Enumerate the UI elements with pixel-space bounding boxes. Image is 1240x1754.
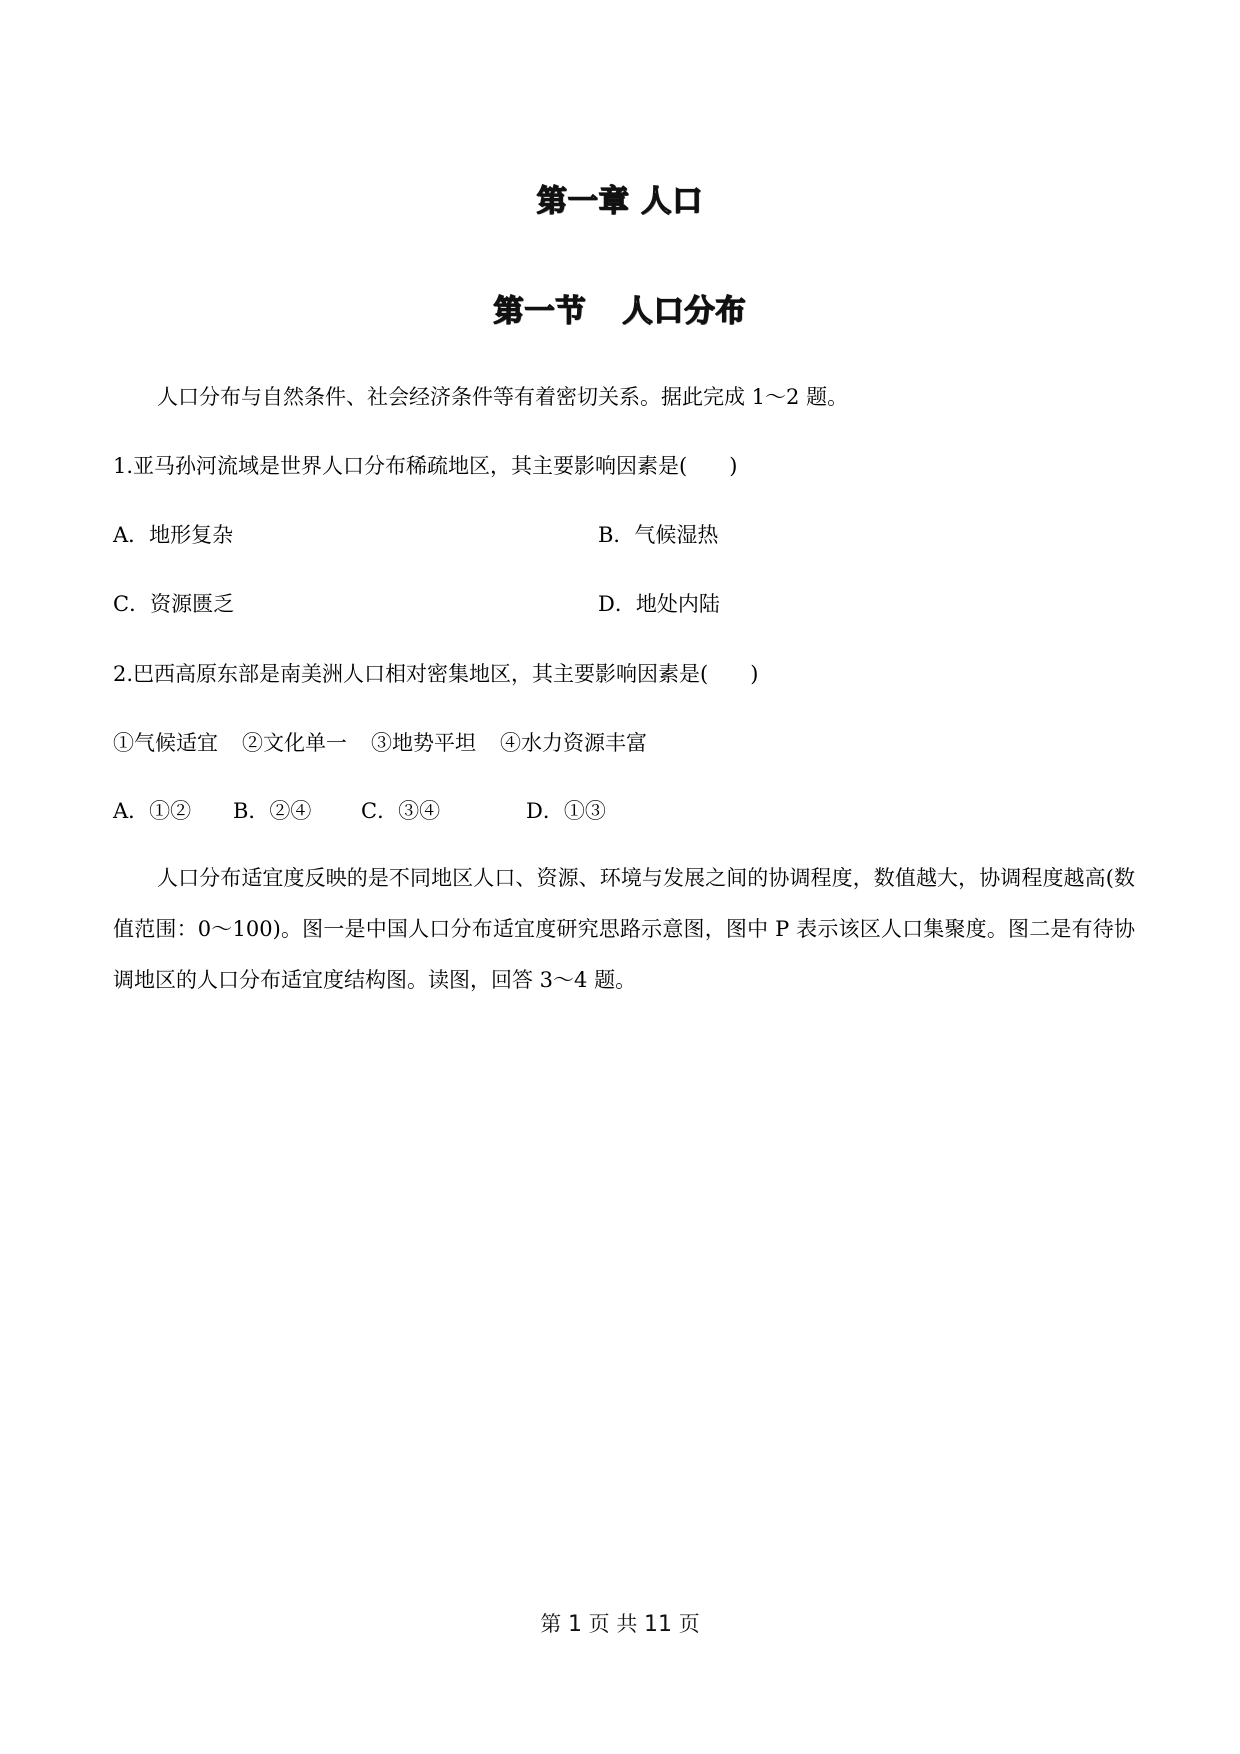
- section-name: 人口分布: [622, 294, 747, 329]
- total-page-count: 11: [644, 1612, 673, 1637]
- question-2-choices: [113, 729, 647, 757]
- intro-text: 人口分布与自然条件、社会经济条件等有着密切关系。据此完成 1～2 题。: [157, 385, 849, 409]
- choice-4: ④水力资源丰富: [500, 731, 647, 755]
- question-1-option-d: D．地处内陆: [598, 592, 720, 616]
- footer-suffix: 页: [678, 1612, 700, 1636]
- question-1-option-a: A．地形复杂: [113, 523, 234, 547]
- choice-2: ②文化单一: [242, 731, 347, 755]
- chapter-title: 第一章 人口: [536, 184, 704, 219]
- question-2-option-b: B．②④: [233, 799, 312, 823]
- current-page-number: 1: [567, 1612, 582, 1637]
- page-footer: [0, 1608, 1240, 1638]
- question-2-option-c: C．③④: [361, 799, 441, 823]
- question-2-option-d: D．①③: [526, 799, 606, 823]
- question-1-stem: 1.亚马孙河流域是世界人口分布稀疏地区，其主要影响因素是( ): [113, 454, 738, 478]
- footer-prefix: 第: [540, 1612, 562, 1636]
- choice-3: ③地势平坦: [371, 731, 476, 755]
- question-2-stem: 2.巴西高原东部是南美洲人口相对密集地区，其主要影响因素是( ): [113, 662, 759, 686]
- section-number: 第一节: [493, 294, 587, 329]
- section-title: [0, 286, 1240, 330]
- question-2-option-a: A．①②: [113, 799, 192, 823]
- choice-1: ①气候适宜: [113, 731, 218, 755]
- reading-passage: 人口分布适宜度反映的是不同地区人口、资源、环境与发展之间的协调程度，数值越大，协调程度越高(数值范围：0～100)。图一是中国人口分布适宜度研究思路示意图，图中 P 表示该区人口集聚度。图二是有待协调地区的人口分布适宜度结构图。读图，回答 3～4 题。: [113, 866, 1135, 992]
- question-1-option-c: C．资源匮乏: [113, 592, 235, 616]
- question-1-option-b: B．气候湿热: [598, 523, 719, 547]
- footer-middle: 页 共: [588, 1612, 638, 1636]
